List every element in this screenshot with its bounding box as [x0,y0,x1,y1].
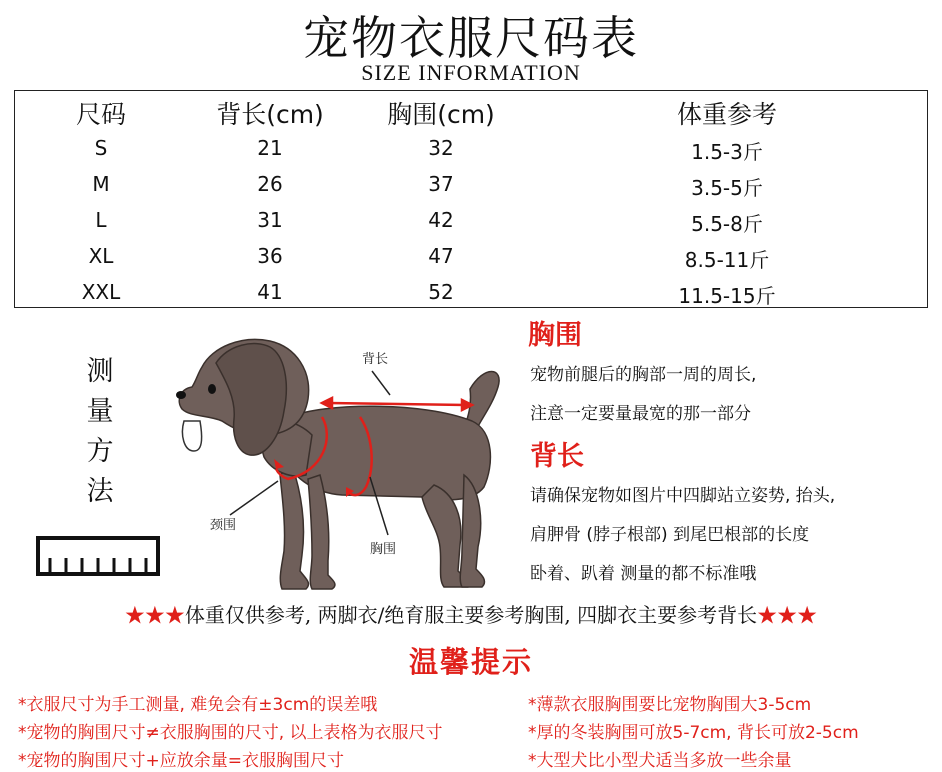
measure-char: 方 [86,436,114,467]
cell-back-length: 31 [257,208,283,232]
measure-char: 量 [86,396,114,427]
tip-left-1: *衣服尺寸为手工测量, 难免会有±3cm的误差哦 [18,695,378,715]
header-back-length: 背长(cm) [216,100,324,129]
chest-section-title: 胸围 [528,320,582,351]
chest-line-1: 宠物前腿后的胸部一周的周长, [530,365,757,385]
stars-left: ★★★ [124,603,185,627]
cell-size: S [94,136,108,160]
stars-right: ★★★ [757,603,818,627]
header-chest: 胸围(cm) [387,100,495,129]
cell-back-length: 21 [257,136,283,160]
neck-label: 颈围 [210,518,237,533]
tip-right-1: *薄款衣服胸围要比宠物胸围大3-5cm [528,695,812,715]
cell-back-length: 41 [257,280,283,304]
cell-weight: 8.5-11斤 [684,248,770,272]
cell-size: L [95,208,107,232]
cell-chest: 37 [428,172,454,196]
measure-char: 法 [86,476,114,507]
back-line-1: 请确保宠物如图片中四脚站立姿势, 抬头, [530,486,836,506]
back-length-label: 背长 [362,352,389,367]
tip-left-2: *宠物的胸围尺寸≠衣服胸围的尺寸, 以上表格为衣服尺寸 [18,723,443,743]
page-subtitle: SIZE INFORMATION [361,60,581,85]
tip-left-3: *宠物的胸围尺寸+应放余量=衣服胸围尺寸 [18,751,344,771]
cell-back-length: 36 [257,244,283,268]
measure-method-label [78,352,122,512]
back-section-title: 背长 [530,441,584,472]
header-size: 尺码 [75,100,127,129]
back-line-3: 卧着、趴着 测量的都不标准哦 [530,564,757,584]
cell-weight: 3.5-5斤 [691,176,763,200]
notice-text: 体重仅供参考, 两脚衣/绝育服主要参考胸围, 四脚衣主要参考背长 [184,603,758,627]
cell-chest: 42 [428,208,454,232]
chest-line-2: 注意一定要量最宽的那一部分 [530,404,751,424]
tips-title: 温馨提示 [408,645,533,679]
size-table [14,90,928,308]
cell-weight: 1.5-3斤 [691,140,763,164]
cell-weight: 11.5-15斤 [678,284,776,308]
cell-chest: 32 [428,136,454,160]
cell-size: M [92,172,110,196]
header-weight: 体重参考 [676,100,778,129]
measure-char: 测 [86,356,114,387]
page-title: 宠物衣服尺码表 [303,11,639,65]
cell-size: XXL [81,280,121,304]
notice-line [0,599,942,628]
tip-right-3: *大型犬比小型犬适当多放一些余量 [528,751,792,771]
back-line-2: 肩胛骨 (脖子根部) 到尾巴根部的长度 [530,525,810,545]
cell-chest: 52 [428,280,454,304]
cell-chest: 47 [428,244,454,268]
cell-weight: 5.5-8斤 [691,212,763,236]
tip-right-2: *厚的冬装胸围可放5-7cm, 背长可放2-5cm [528,723,859,743]
cell-size: XL [88,244,114,268]
cell-back-length: 26 [257,172,283,196]
dog-measurement-diagram [172,325,512,597]
ruler-icon [36,536,160,576]
chest-label: 胸围 [370,542,397,557]
